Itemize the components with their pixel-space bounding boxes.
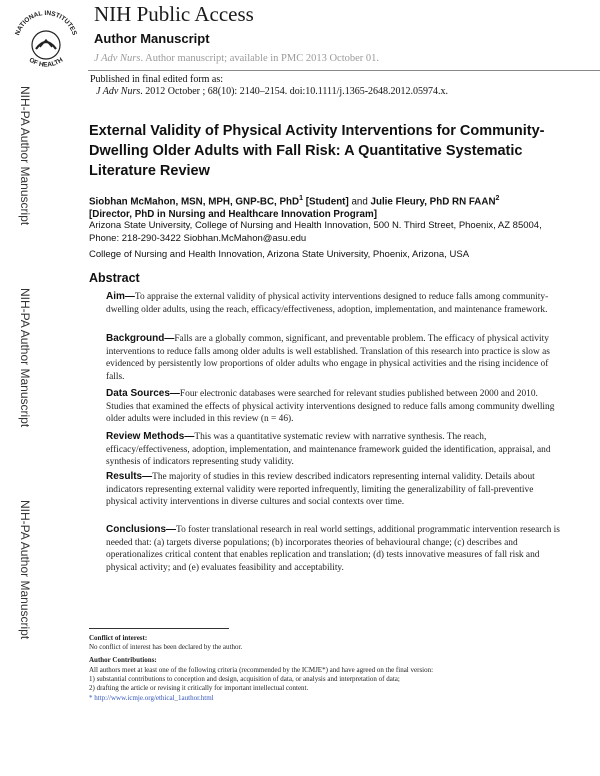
icmje-link[interactable]: * http://www.icmje.org/ethical_1author.html [89, 694, 214, 702]
sidebar-label-2: NIH-PA Author Manuscript [18, 288, 32, 428]
abstract-results [106, 471, 566, 509]
conflict-label: Conflict of interest: [89, 634, 148, 642]
journal-name: J Adv Nurs [94, 53, 141, 64]
author-manuscript-label: Author Manuscript [94, 31, 210, 46]
published-citation [96, 86, 448, 97]
published-journal: J Adv Nurs [96, 86, 141, 97]
nih-logo [6, 3, 86, 75]
abstract-results-text: The majority of studies in this review described indicators representing internal validity. Details about indicators representing external validity were reported infrequently, limiting the generalizability of fall-preventive physical activity interventions in diverse cultures and social contexts over time. [106, 472, 535, 508]
svg-text:NATIONAL INSTITUTES [14, 10, 78, 37]
author-2: Julie Fleury, PhD RN FAAN [370, 196, 496, 208]
logo-text-top: NATIONAL INSTITUTES [14, 9, 78, 37]
abstract-data-sources [106, 388, 566, 426]
published-label: Published in final edited form as: [90, 74, 224, 85]
conflict-text: No conflict of interest has been declared by the author. [89, 643, 243, 651]
abstract-review-methods-text: This was a quantitative systematic review with narrative synthesis. The reach, efficacy/effectiveness, adoption, implementation, and maintenance framework guided the identification, appraisal, and synthesis of indicators representing study validity. [106, 432, 551, 468]
abstract-background-text: Falls are a globally common, significant, and preventable problem. The efficacy of physical activity interventions to reduce falls among older adults is well established. Translation of this research into practice is slow as evidenced by persistently low proportions of older adults who engage in physical activities and the rising incidence of falls. [106, 334, 550, 382]
abstract-heading: Abstract [89, 271, 140, 285]
author-list [89, 192, 569, 221]
abstract-aim-label: Aim— [106, 291, 135, 302]
paper-title: External Validity of Physical Activity Interventions for Community-Dwelling Older Adults with Fall Risk: A Quantitative Systematic Literature Review [89, 123, 545, 179]
abstract-review-methods [106, 431, 566, 469]
author-1: Siobhan McMahon, MSN, MPH, GNP-BC, PhD [89, 196, 300, 208]
author-and: and [348, 196, 371, 208]
contrib-line-2: 1) substantial contributions to conception and design, acquisition of data, or analysis and interpretation of data; [89, 675, 400, 683]
abstract-conclusions-text: To foster translational research in real world settings, additional programmatic intervention research is needed that: (a) targets diverse populations; (b) incorporates theories of behavioural change; (c) describes and operationalizes critical content that enables replication and translation; (d) tests innovative measures of fall risk and physical activity; and (e) evaluates feasibility and acceptability. [106, 525, 560, 573]
abstract-background [106, 333, 566, 383]
sidebar-label-3: NIH-PA Author Manuscript [18, 500, 32, 640]
nih-public-access-title: NIH Public Access [94, 2, 254, 26]
sidebar-label-1: NIH-PA Author Manuscript [18, 86, 32, 226]
abstract-conclusions [106, 524, 566, 574]
abstract-data-sources-label: Data Sources— [106, 388, 180, 399]
author-2-sup: 2 [495, 195, 500, 202]
abstract-aim-text: To appraise the external validity of physical activity interventions designed to reduce falls among community-dwelling older adults, using the reach, efficacy/effectiveness, adoption, implementation, and maintenance framework. [106, 292, 549, 315]
abstract-background-label: Background— [106, 333, 175, 344]
svg-text:OF HEALTH [28, 56, 65, 68]
abstract-review-methods-label: Review Methods— [106, 431, 195, 442]
contrib-line-1: All authors meet at least one of the following criteria (recommended by the ICMJE*) and have agreed on the final version: [89, 666, 434, 674]
header-divider [88, 70, 600, 71]
logo-text-bottom: OF HEALTH [27, 56, 65, 69]
journal-availability [94, 53, 379, 64]
published-citation-text: . 2012 October ; 68(10): 2140–2154. doi:10.1111/j.1365-2648.2012.05974.x. [140, 86, 449, 97]
contrib-line-3: 2) drafting the article or revising it critically for important intellectual content. [89, 684, 309, 692]
abstract-results-label: Results— [106, 471, 153, 482]
abstract-data-sources-text: Four electronic databases were searched for relevant studies published between 2000 and 2010. Studies that examined the effects of physical activity interventions designed to reduce falls among community dwelling older adults were included in this review (n = 46). [106, 389, 555, 425]
author-1-role: [Student] [303, 196, 349, 208]
contrib-label: Author Contributions: [89, 656, 157, 664]
footnote-divider [89, 628, 229, 629]
affiliation-1: Arizona State University, College of Nursing and Health Innovation, 500 N. Third Street, Phoenix, AZ 85004, Phone: 218-290-3422 Siobhan.McMahon@asu.edu [89, 220, 542, 244]
author-2-role: [Director, PhD in Nursing and Healthcare Innovation Program] [89, 209, 377, 221]
abstract-aim [106, 291, 566, 316]
affiliation-2: College of Nursing and Health Innovation, Arizona State University, Phoenix, Arizona, USA [89, 249, 470, 260]
abstract-conclusions-label: Conclusions— [106, 524, 177, 535]
availability-text: . Author manuscript; available in PMC 2013 October 01. [140, 53, 380, 64]
author-1-sup: 1 [299, 195, 303, 202]
